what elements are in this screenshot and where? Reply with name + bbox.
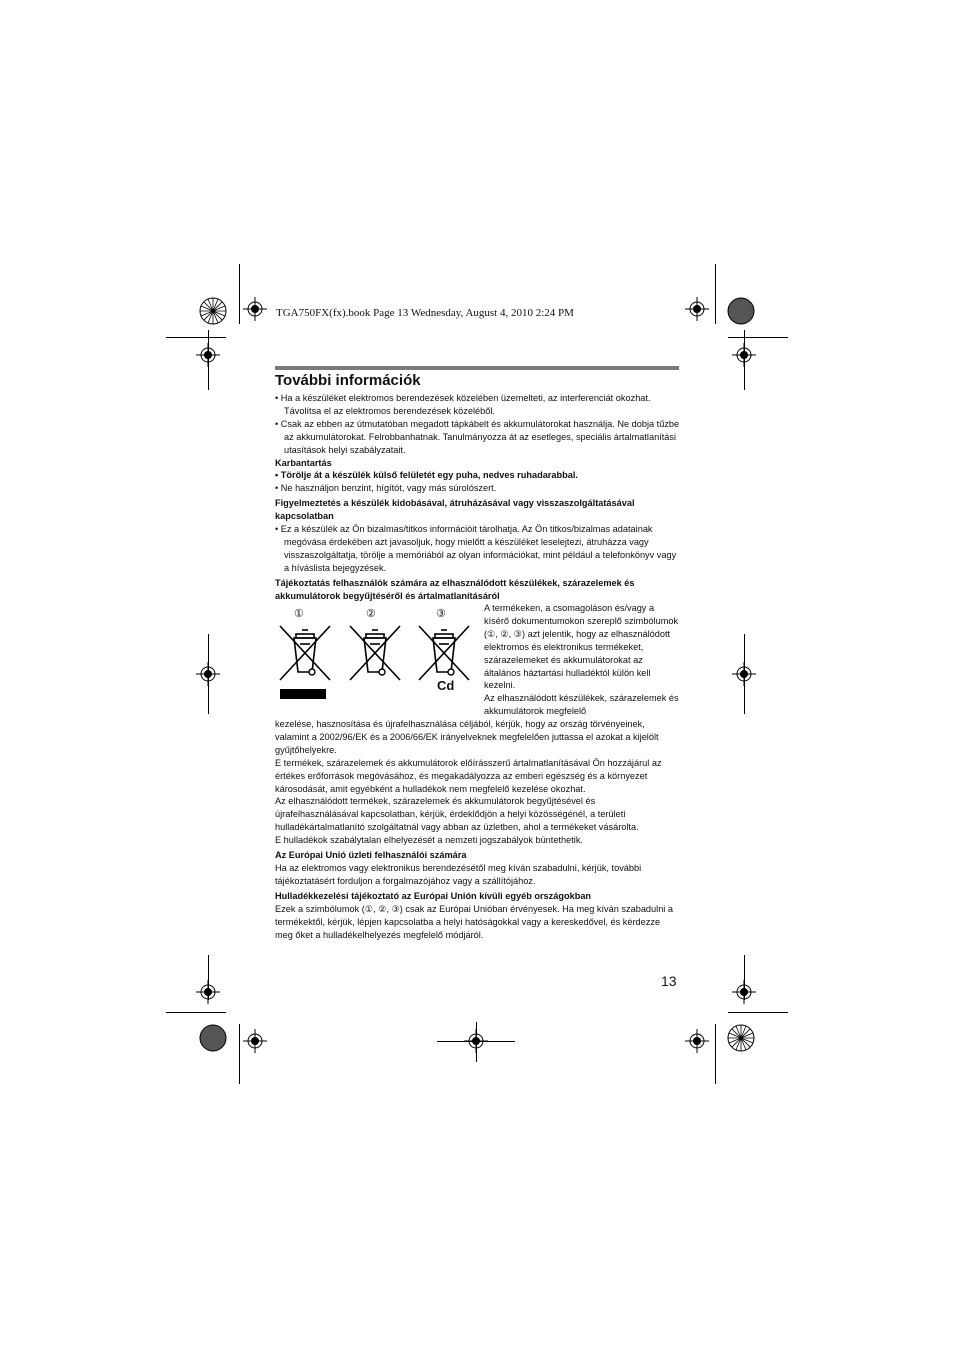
disposal-paragraph: Az elhasználódott termékek, szárazelemek és akkumulátorok begyűjtésével és újrafelhasználásával kapcsolatban, kérjük, érdeklődjön a helyi közösségénél, a területi hulladékártalmatlanító szolgáltatnál vagy abban az üzletben, ahol a termékeket vásárolta. [275,796,639,833]
crossed-bin-icon [348,624,402,684]
disposal-wrap-paragraph: Az elhasználódott készülékek, szárazelemek és akkumulátorok megfelelő [484,693,679,717]
crop-mark [728,1012,788,1013]
crosshair-icon [243,297,267,321]
eu-business-text: Ha az elektromos vagy elektronikus berendezésétől meg kíván szabadulni, kérjük, további tájékoztatásért forduljon a forgalmazójához vagy a szállítójához. [275,862,642,886]
content-bottom [275,718,680,941]
eu-business-heading: Az Európai Unió üzleti felhasználói számára [275,850,467,861]
section-rule [275,366,679,370]
disposal-wrap-paragraph: A termékeken, a csomagoláson és/vagy a kísérő dokumentumokon szereplő szimbólumok (①, ②, ③) azt jelentik, hogy az elhasználódott elektromos és elektronikus termékeket, szárazelemeket és akkumulátorokat az általános háztartási hulladéktól külön kell kezelni. [484,603,679,691]
crosshair-icon [196,343,220,367]
intro-bullet: • Csak az ebben az útmutatóban megadott tápkábelt és akkumulátorokat használja. Ne dobja tűzbe az akkumulátorokat. Felrobbanhatnak. Tanulmányozza át az esetleges, speciális ártalmatlanítási utasítások helyi szabályzatait. [275,418,680,455]
cadmium-label: Cd [437,678,455,693]
crop-mark [166,1012,226,1013]
warning-bullet: • Ez a készülék az Ön bizalmas/titkos információit tárolhatja. Az Ön titkos/bizalmas adatainak megóvása érdekében azt javasoljuk, hogy mielőtt a készüléket leselejtezi, átruházza vagy visszaszolgáltatja, törölje a memóriából az olyan információkat, mint például a telefonkönyv vagy a híváslista bejegyzések. [275,524,677,573]
disposal-heading: Tájékoztatás felhasználók számára az elhasználódott készülékek, szárazelemek és akkumulátorok begyűjtéséről és ártalmatlanításáról [275,577,635,601]
crop-mark [715,1024,716,1084]
crossed-bin-icon [278,624,332,684]
symbol-label: ① [294,608,304,620]
content-top [275,392,680,603]
registration-target-icon [199,297,227,325]
maintenance-bullet: • Törölje át a készülék külső felületét egy puha, nedves ruhadarabbal. [275,470,578,481]
page-number: 13 [661,973,677,989]
crosshair-icon [243,1029,267,1053]
disposal-wrap-text [484,602,680,718]
crop-mark [239,264,240,324]
crosshair-icon [685,1029,709,1053]
symbol-label: ② [366,608,376,620]
crosshair-icon [685,297,709,321]
crop-mark [166,337,226,338]
non-eu-text: Ezek a szimbólumok (①, ②, ③) csak az Európai Unióban érvényesek. Ha meg kíván szabadulni a termékektől, kérjük, lépjen kapcsolatba a helyi hatóságokkal vagy a kereskedővel, és kérdezze meg őket a hulladékelhelyezés megfelelő módjáról. [275,903,674,940]
crop-mark [728,337,788,338]
crosshair-icon [196,662,220,686]
non-eu-heading: Hulladékkezelési tájékoztató az Európai Unión kívüli egyéb országokban [275,890,592,901]
disposal-paragraph: E hulladékok szabálytalan elhelyezését a nemzeti jogszabályok büntethetik. [275,835,583,846]
bin-underline-bar [280,689,326,699]
warning-heading: Figyelmeztetés a készülék kidobásával, átruházásával vagy visszaszolgáltatásával kapcsolatban [275,498,635,522]
section-title: További információk [275,372,421,389]
maintenance-heading: Karbantartás [275,457,332,468]
crosshair-icon [732,980,756,1004]
crossed-bin-icon [417,624,471,684]
crosshair-icon [732,343,756,367]
registration-target-icon [199,1024,227,1052]
intro-bullet: • Ha a készüléket elektromos berendezések közelében üzemelteti, az interferenciát okozhat. Távolítsa el az elektromos berendezések közeléből. [275,393,651,416]
maintenance-bullet: • Ne használjon benzint, hígítót, vagy más súrolószert. [275,483,497,494]
crosshair-icon [196,980,220,1004]
crop-mark [239,1024,240,1084]
registration-target-icon [727,297,755,325]
disposal-paragraph: E termékek, szárazelemek és akkumulátorok előírásszerű ártalmatlanításával Ön hozzájárul az értékes erőforrások megóvásához, és megakadályozza az emberi egészség és a környezet károsodását, amit egyébként a hulladékok nem megfelelő kezelése okozhat. [275,757,662,794]
crosshair-icon [464,1029,488,1053]
crop-mark [715,264,716,324]
registration-target-icon [727,1024,755,1052]
symbol-label: ③ [436,608,446,620]
file-header: TGA750FX(fx).book Page 13 Wednesday, August 4, 2010 2:24 PM [276,307,574,319]
crosshair-icon [732,662,756,686]
disposal-paragraph: kezelése, hasznosítása és újrafelhasználása céljából, kérjük, hogy az ország törvényeinek, valamint a 2002/96/EK és a 2006/66/EK irányelveknek megfelelően juttassa el azokat a kijelölt gyűjtőhelyekre. [275,719,659,755]
